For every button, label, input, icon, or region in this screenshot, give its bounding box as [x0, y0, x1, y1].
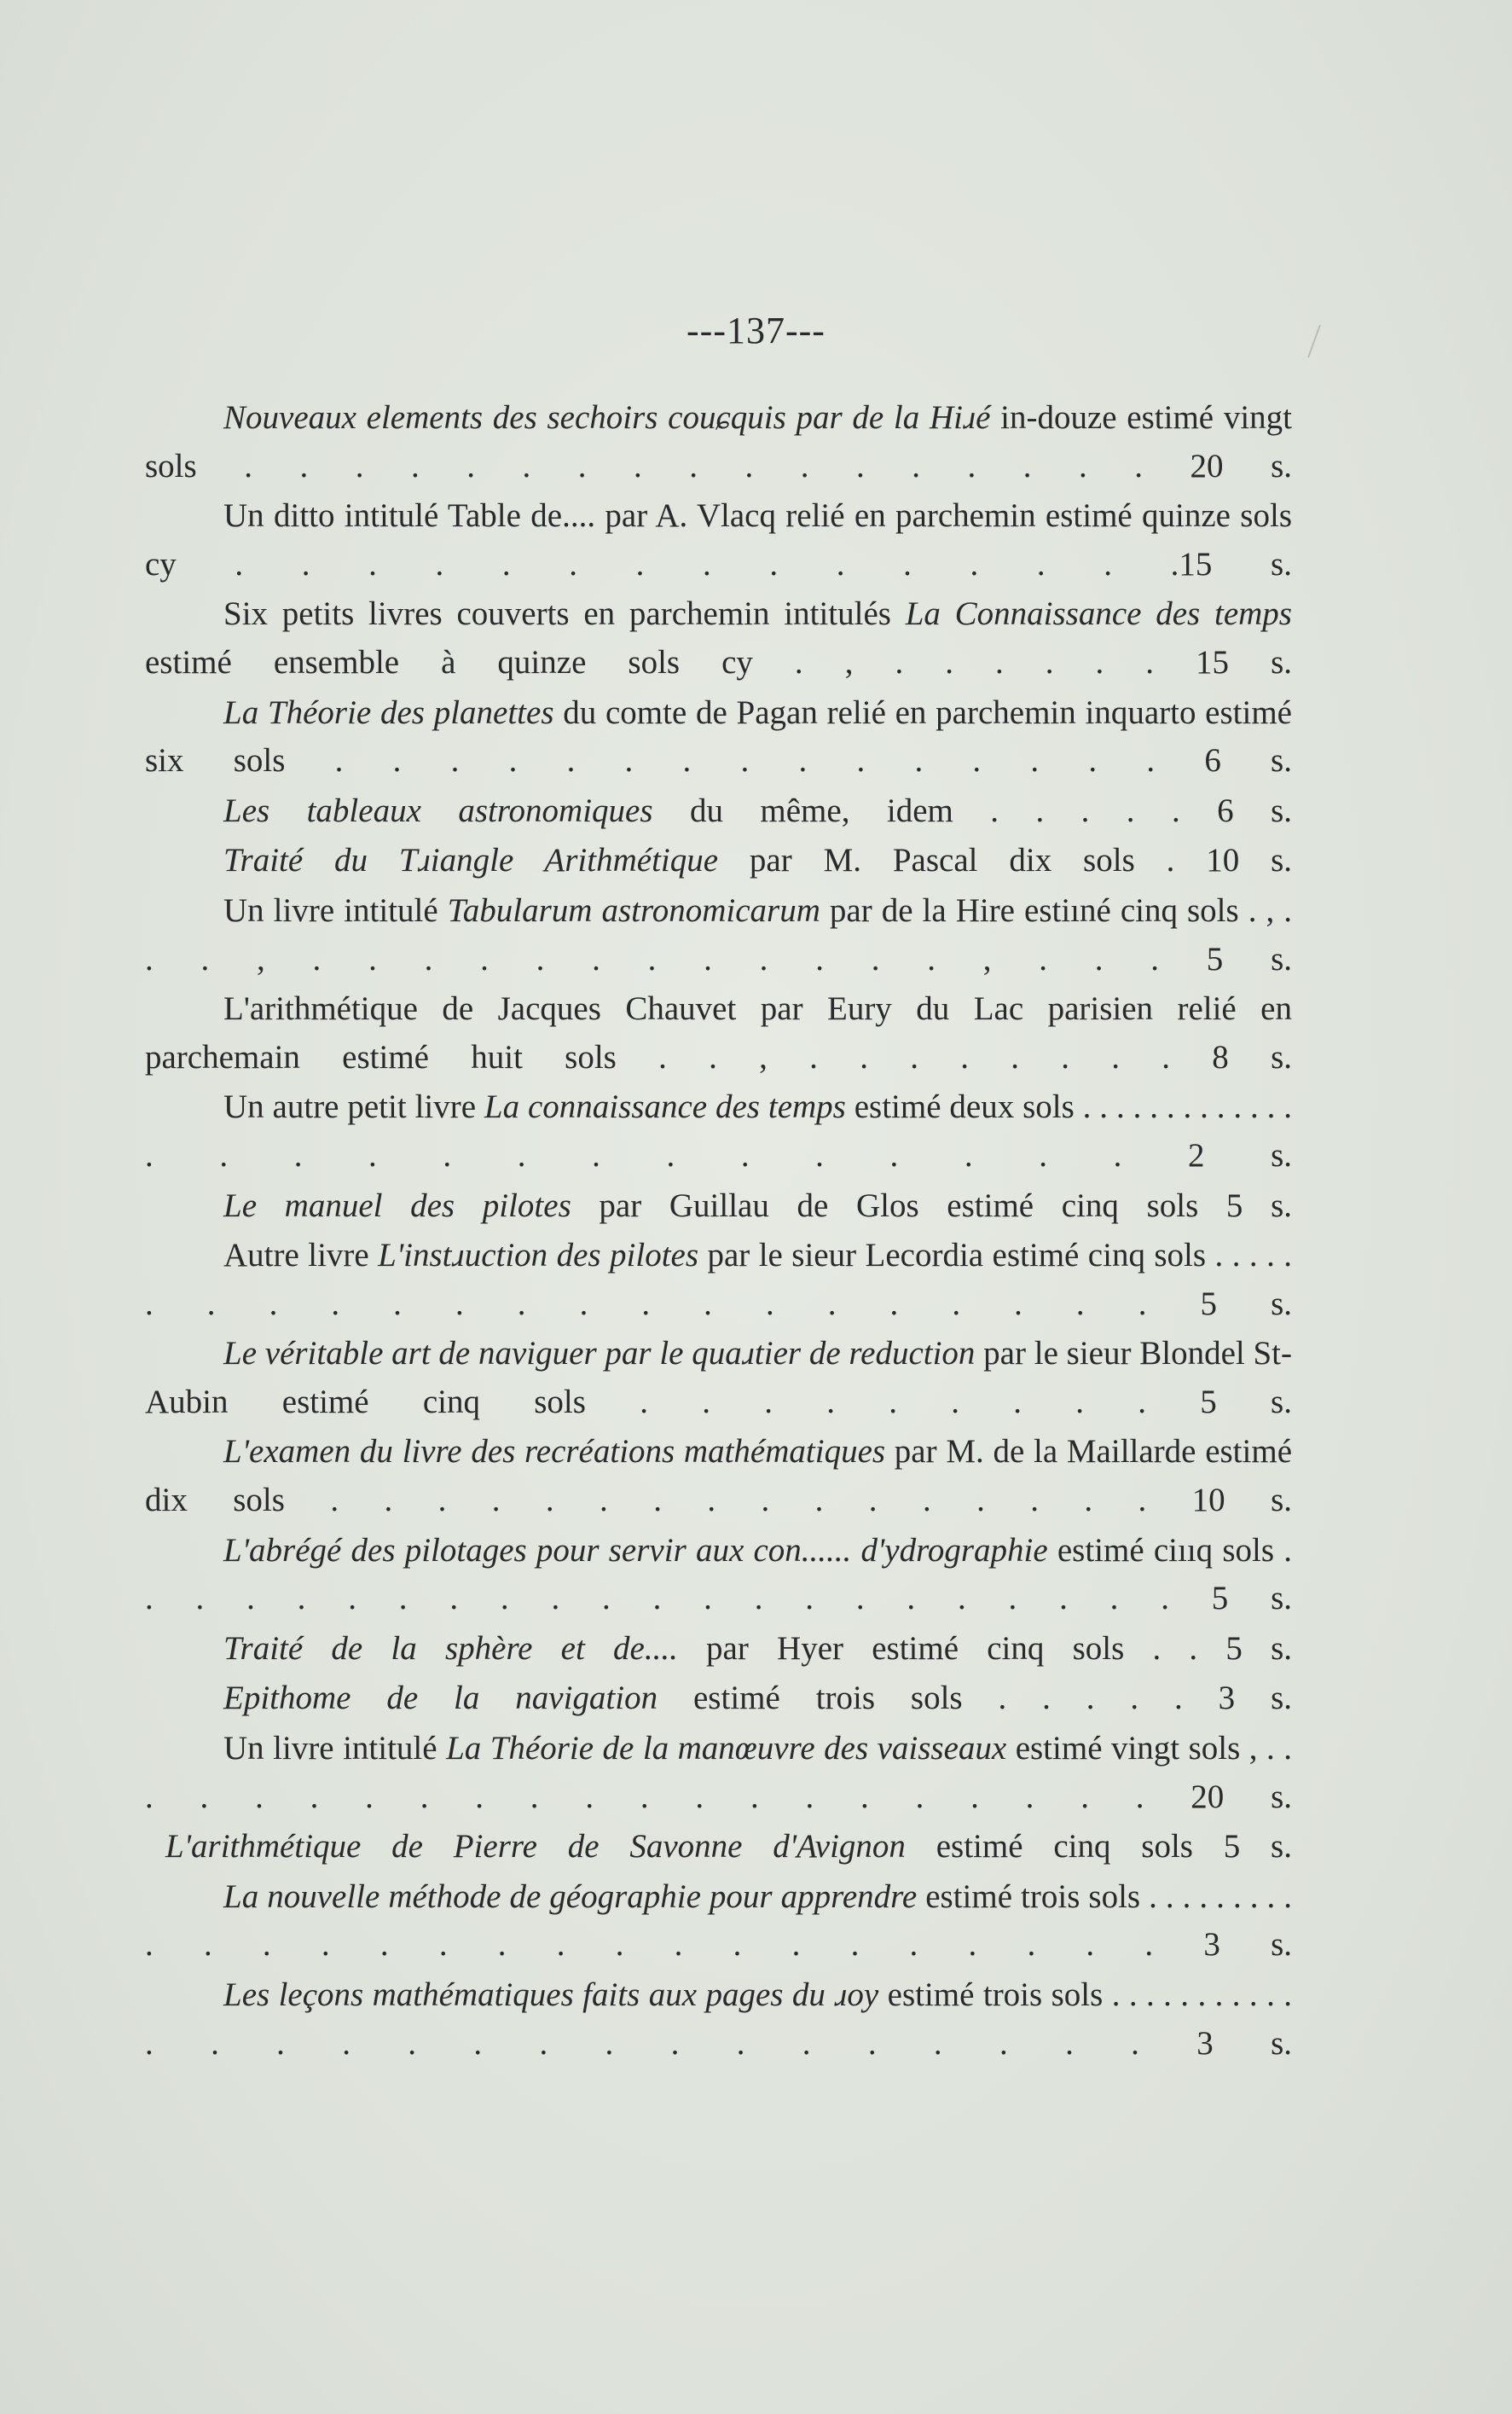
- page-number: ---137---: [686, 310, 826, 351]
- inventory-entry: Autre livre L'instɹuction des pilotes par le sieur Lecordia estimé cinq sols . . . . . . . . . . . . . . . . . . . . . . 5 s.: [145, 1237, 1293, 1322]
- inventory-text: [145, 394, 1292, 2069]
- inventory-entry: Le véritable art de naviguer par le quaɹtier de reduction par le sieur Blondel St-Aubin estimé cinq sols . . . . . . . . . 5 s.: [145, 1335, 1292, 1420]
- inventory-entry: Le manuel des pilotes par Guillau de Glos estimé cinq sols 5 s.: [223, 1187, 1292, 1224]
- inventory-entry: L'arithmétique de Jacques Chauvet par Eury du Lac parisien relié en parchemain estimé huit sols . . , . . . . . . . . 8 s.: [145, 990, 1292, 1076]
- inventory-entry: Nouveaux elements des sechoirs couɕquis par de la Hiɹé in-douze estimé vingt sols . . . . . . . . . . . . . . . . . 20 s.: [145, 399, 1292, 485]
- inventory-entry: Epithome de la navigation estimé trois sols . . . . . 3 s.: [223, 1680, 1292, 1717]
- inventory-entry: Un ditto intitulé Table de.... par A. Vlacq relié en parchemin estimé quinze sols cy . . . . . . . . . . . . . . .15 s.: [145, 497, 1292, 583]
- inventory-entry: Six petits livres couverts en parchemin intitulés La Connaissance des temps estimé ensemble à quinze sols cy . , . . . . . . 15 s.: [145, 595, 1292, 681]
- inventory-entry: Traité de la sphère et de.... par Hyer estimé cinq sols . . 5 s.: [223, 1629, 1292, 1667]
- inventory-entry: Un autre petit livre La connaissance des temps estimé deux sols . . . . . . . . . . . . . . . . . . . . . . . . . . . 2 s.: [145, 1088, 1292, 1174]
- inventory-entry: L'abrégé des pilotages pour servir aux con...... d'ydrographie estimé ciııq sols . . . . . . . . . . . . . . . . . . . . . . 5 s.: [145, 1531, 1292, 1617]
- inventory-entry: La Théorie des planettes du comte de Pagan relié en parchemin inquarto estimé six sols . . . . . . . . . . . . . . . 6 s.: [145, 693, 1292, 780]
- inventory-entry: Un livre intitulé La Théorie de la manœuvre des vaisseaux estimé vingt sols , . . . . . . . . . . . . . . . . . . . . . 20 s.: [145, 1730, 1292, 1815]
- inventory-entry: La nouvelle méthode de géographie pour apprendre estimé trois sols . . . . . . . . . . . . . . . . . . . . . . . . . . . 3 s.: [145, 1877, 1292, 1964]
- inventory-entry: L'examen du livre des recréations mathématiques par M. de la Maillarde estimé dix sols . . . . . . . . . . . . . . . . 10 s.: [145, 1433, 1293, 1519]
- inventory-entry: Les leçons mathématiques faits aux pages du ɹoy estimé trois sols . . . . . . . . . . . . . . . . . . . . . . . . . . . 3 s.: [145, 1976, 1292, 2062]
- inventory-entry: Traité du Tɹiangle Arithmétique par M. Pascal dix sols . 10 s.: [223, 842, 1293, 879]
- inventory-entry: Les tableaux astronomiques du même, idem . . . . . 6 s.: [223, 792, 1293, 829]
- inventory-entry: L'arithmétique de Pierre de Savonne d'Avignon estimé cinq sols 5 s.: [165, 1828, 1292, 1866]
- inventory-entry: Un livre intitulé Tabularum astronomicarum par de la Hire estiıné cinq sols . , . . . , . . . . . . . . . . . . , . . . 5 s.: [145, 891, 1292, 978]
